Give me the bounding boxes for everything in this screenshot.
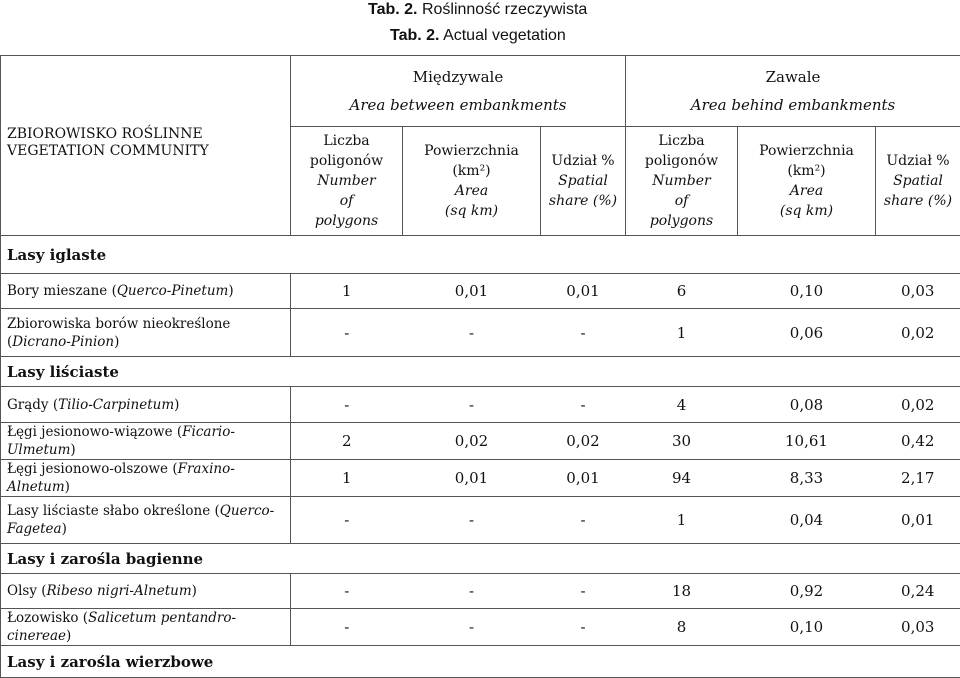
caption-polish: Tab. 2. Roślinność rzeczywista	[368, 0, 587, 24]
table-row: Lasy liściaste słabo określone (Querco-Fagetea) - - - 1 0,04 0,01	[1, 497, 960, 544]
group-behind-embankments: Zawale Area behind embankments	[626, 56, 960, 127]
col-share-2: Udział % Spatial share (%)	[876, 127, 960, 236]
col-area-2: Powierzchnia (km²) Area (sq km)	[738, 127, 876, 236]
col-count-1: Liczba poligonów Number of polygons	[291, 127, 403, 236]
col-area-1: Powierzchnia (km²) Area (sq km)	[403, 127, 541, 236]
vegetation-table	[0, 55, 960, 678]
table-row: Łozowisko (Salicetum pentandro-cinereae) - - - 8 0,10 0,03	[1, 609, 960, 646]
section-deciduous: Lasy liściaste	[1, 357, 960, 387]
community-header: ZBIOROWISKO ROŚLINNE VEGETATION COMMUNITY	[1, 56, 291, 236]
table-row: Bory mieszane (Querco-Pinetum) 1 0,01 0,01 6 0,10 0,03	[1, 274, 960, 309]
table-row: Łęgi jesionowo-olszowe (Fraxino-Alnetum) 1 0,01 0,01 94 8,33 2,17	[1, 460, 960, 497]
col-share-1: Udział % Spatial share (%)	[541, 127, 626, 236]
caption-english: Tab. 2. Actual vegetation	[390, 22, 566, 50]
table-row: Grądy (Tilio-Carpinetum) - - - 4 0,08 0,02	[1, 387, 960, 423]
table-row: Olsy (Ribeso nigri-Alnetum) - - - 18 0,92 0,24	[1, 574, 960, 609]
table-row: Łęgi jesionowo-wiązowe (Ficario-Ulmetum) 2 0,02 0,02 30 10,61 0,42	[1, 423, 960, 460]
table-row: Zbiorowiska borów nieokreślone (Dicrano-Pinion) - - - 1 0,06 0,02	[1, 309, 960, 357]
section-swamp: Lasy i zarośla bagienne	[1, 544, 960, 574]
section-coniferous: Lasy iglaste	[1, 236, 960, 274]
group-between-embankments: Międzywale Area between embankments	[291, 56, 626, 127]
col-count-2: Liczba poligonów Number of polygons	[626, 127, 738, 236]
section-willow: Lasy i zarośla wierzbowe	[1, 646, 960, 678]
